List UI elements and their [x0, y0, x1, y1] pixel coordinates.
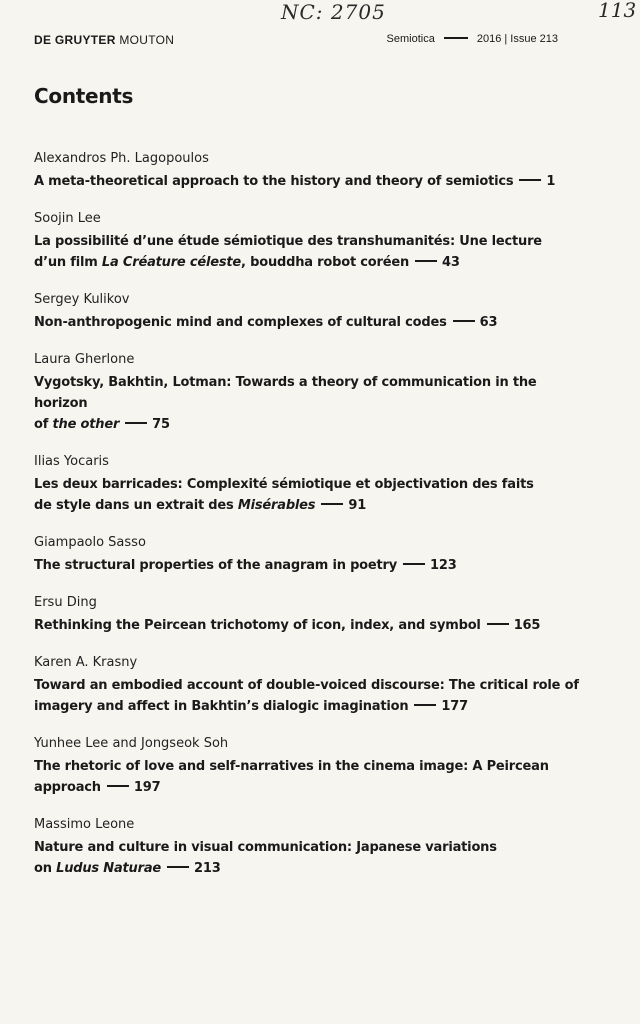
entry-author: Yunhee Lee and Jongseok Soh [34, 736, 229, 751]
entry-author: Soojin Lee [34, 211, 101, 226]
page-dash [167, 866, 189, 868]
page-dash [415, 260, 437, 262]
page-dash [414, 704, 436, 706]
publisher-name-rest: MOUTON [119, 33, 175, 47]
entry-page: 123 [430, 558, 457, 573]
entry-page: 213 [194, 861, 221, 876]
page-title: Contents [34, 84, 134, 108]
entry-author: Ilias Yocaris [34, 454, 109, 469]
entry-title: Nature and culture in visual communication: Japanese variations on Ludus Naturae 213 [34, 840, 497, 876]
entry-author: Alexandros Ph. Lagopoulos [34, 151, 209, 166]
contents-entry [34, 150, 594, 192]
entry-page: 91 [348, 498, 367, 513]
page-dash [487, 623, 509, 625]
entry-page: 165 [513, 618, 541, 633]
contents-entry [34, 291, 594, 333]
contents-entry [34, 453, 594, 516]
contents-entry [34, 654, 594, 717]
entry-page: 75 [152, 417, 170, 432]
entry-title: Vygotsky, Bakhtin, Lotman: Towards a theory of communication in the horizon of the other 75 [34, 375, 537, 432]
entry-page: 43 [442, 255, 460, 270]
journal-name: Semiotica [386, 33, 435, 45]
page-dash [107, 785, 129, 787]
contents-entry [34, 735, 594, 798]
contents-entry [34, 534, 594, 576]
page-dash [453, 320, 475, 322]
handwritten-note: NC: 2705 [281, 0, 386, 24]
page-dash [321, 503, 343, 505]
entry-author: Laura Gherlone [34, 352, 135, 367]
page-dash [519, 179, 541, 181]
journal-info [387, 33, 558, 45]
entry-title: Toward an embodied account of double-voiced discourse: The critical role of imagery and affect in Bakhtin’s dialogic imagination 177 [34, 678, 579, 714]
contents-entry [34, 351, 594, 435]
contents-entry [34, 594, 594, 636]
contents-list [34, 150, 594, 897]
publisher-logo [34, 33, 174, 47]
contents-entry [34, 816, 594, 879]
entry-author: Karen A. Krasny [34, 655, 138, 670]
entry-title: La possibilité d’une étude sémiotique des transhumanités: Une lecture d’un film La Créature céleste, bouddha robot coréen 43 [34, 234, 542, 270]
entry-author: Giampaolo Sasso [34, 535, 146, 550]
entry-author: Massimo Leone [34, 817, 135, 832]
page-dash [403, 563, 425, 565]
contents-entry [34, 210, 594, 273]
entry-title: A meta-theoretical approach to the history and theory of semiotics 1 [34, 174, 556, 189]
entry-author: Ersu Ding [34, 595, 97, 610]
entry-title: The structural properties of the anagram in poetry 123 [34, 558, 457, 573]
entry-author: Sergey Kulikov [34, 292, 130, 307]
entry-page: 1 [546, 174, 556, 189]
page-dash [125, 422, 147, 424]
entry-page: 177 [441, 699, 468, 714]
entry-title: The rhetoric of love and self-narratives in the cinema image: A Peircean approach 197 [34, 759, 549, 795]
handwritten-page-number: 113 [598, 0, 637, 22]
year-issue: 2016 | Issue 213 [476, 33, 558, 45]
entry-page: 197 [133, 780, 161, 795]
entry-page: 63 [479, 315, 498, 330]
entry-title: Rethinking the Peircean trichotomy of icon, index, and symbol 165 [34, 618, 541, 633]
entry-title: Les deux barricades: Complexité sémiotique et objectivation des faits de style dans un extrait des Misérables 91 [34, 477, 534, 513]
entry-title: Non-anthropogenic mind and complexes of cultural codes 63 [34, 315, 498, 330]
page-header [34, 33, 558, 51]
publisher-name-bold: DE GRUYTER [34, 33, 116, 47]
header-dash [444, 37, 468, 39]
